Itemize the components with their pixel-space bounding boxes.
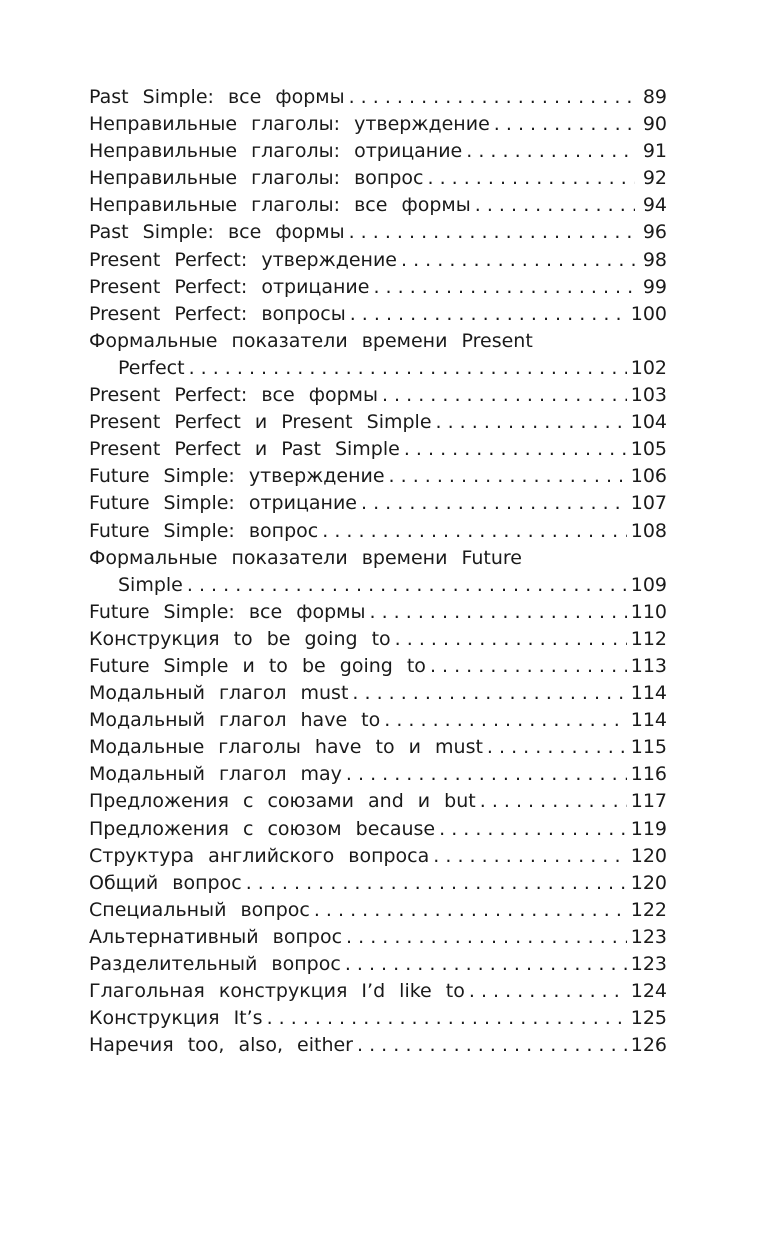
dot-leader [433,843,626,870]
toc-entry[interactable] [89,192,667,219]
toc-entry-title: Present Perfect: вопросы [89,302,346,325]
toc-entry-page: 102 [630,356,667,379]
toc-entry-page: 112 [630,627,667,650]
dot-leader [357,1032,627,1059]
toc-entry-continuation[interactable] [89,355,667,382]
dot-leader [439,816,627,843]
toc-entry-title: Present Perfect и Past Simple [89,438,400,461]
toc-entry-page: 105 [630,438,667,461]
toc-entry-page: 122 [630,898,667,921]
dot-leader [346,924,627,951]
dot-leader [349,219,635,246]
toc-entry-title: Past Simple: все формы [89,86,345,108]
toc-entry[interactable] [89,816,667,843]
toc-entry-page: 98 [642,248,667,271]
dot-leader [346,761,627,788]
toc-entry[interactable] [89,436,667,463]
toc-entry-title-continued: Perfect [118,356,185,379]
toc-entry-page: 117 [630,790,667,813]
dot-leader [373,274,635,301]
toc-entry[interactable] [89,165,667,192]
dot-leader [427,165,635,192]
dot-leader [349,84,635,111]
toc-entry[interactable] [89,951,667,978]
toc-entry-title: Предложения с союзами and и but [89,790,476,813]
toc-entry-page: 108 [630,519,667,542]
toc-entry-page: 94 [642,194,667,217]
toc-entry-title: Модальный глагол have to [89,709,381,732]
dot-leader [361,490,627,517]
toc-entry[interactable] [89,978,667,1005]
toc-entry[interactable] [89,843,667,870]
toc-entry[interactable] [89,653,667,680]
toc-entry[interactable] [89,680,667,707]
toc-entry-page: 91 [642,140,667,163]
toc-entry-title: Модальные глаголы have to и must [89,736,483,759]
dot-leader [469,978,627,1005]
toc-entry-title: Present Perfect: утверждение [89,248,397,271]
dot-leader [267,1005,627,1032]
toc-entry-page: 99 [642,275,667,298]
toc-entry[interactable] [89,897,667,924]
dot-leader [487,734,627,761]
toc-entry-title: Неправильные глаголы: вопрос [89,167,424,190]
toc-entry-title: Разделительный вопрос [89,953,341,975]
toc-entry-page: 89 [642,86,667,108]
toc-entry[interactable] [89,599,667,626]
dot-leader [382,382,627,409]
toc-entry-page: 90 [642,113,667,136]
toc-entry[interactable] [89,707,667,734]
toc-entry[interactable] [89,490,667,517]
toc-entry-title: Формальные показатели времени Present [89,329,533,352]
toc-entry-page: 107 [630,492,667,515]
toc-entry[interactable] [89,870,667,897]
toc-entry-first-line[interactable] [89,328,667,355]
toc-entry[interactable] [89,1032,667,1059]
toc-entry[interactable] [89,382,667,409]
toc-entry-title: Формальные показатели времени Future [89,546,523,569]
dot-leader [404,436,627,463]
toc-entry[interactable] [89,1005,667,1032]
toc-entry-page: 119 [630,817,667,840]
toc-entry[interactable] [89,111,667,138]
toc-entry[interactable] [89,138,667,165]
toc-entry-title: Предложения с союзом because [89,817,436,840]
dot-leader [246,870,627,897]
toc-entry-page: 120 [630,844,667,867]
toc-entry-page: 113 [630,654,667,677]
toc-entry-title: Present Perfect: все формы [89,384,378,407]
dot-leader [389,463,627,490]
dot-leader [475,192,635,219]
toc-entry-page: 120 [630,871,667,894]
toc-entry-title: Модальный глагол must [89,682,349,705]
toc-entry-title: Общий вопрос [89,871,242,894]
toc-entry-title: Present Perfect и Present Simple [89,411,432,434]
toc-entry-title: Структура английского вопроса [89,844,430,867]
toc-entry-title: Неправильные глаголы: отрицание [89,140,463,163]
toc-entry-page: 103 [630,384,667,407]
toc-entry-page: 104 [630,411,667,434]
toc-entry-title: Неправильные глаголы: все формы [89,194,471,217]
toc-entry-title: Future Simple: вопрос [89,519,319,542]
toc-entry[interactable] [89,409,667,436]
dot-leader [395,626,627,653]
toc-entry-page: 109 [630,573,667,596]
toc-entry[interactable] [89,518,667,545]
toc-entry-first-line[interactable] [89,545,667,572]
dot-leader [189,355,627,382]
toc-entry-page: 126 [630,1034,667,1057]
toc-entry-page: 115 [630,736,667,759]
toc-entry-page: 106 [630,465,667,488]
toc-entry-page: 125 [630,1007,667,1030]
dot-leader [370,599,627,626]
toc-entry[interactable] [89,463,667,490]
dot-leader [187,572,627,599]
toc-entry-title: Конструкция It’s [89,1007,263,1030]
toc-entry[interactable] [89,274,667,301]
toc-entry-page: 92 [642,167,667,190]
dot-leader [401,247,635,274]
toc-entry-page: 114 [630,709,667,732]
toc-entry-title: Future Simple: все формы [89,600,366,623]
toc-entry-title-continued: Simple [118,573,183,596]
toc-entry-title: Конструкция to be going to [89,627,391,650]
dot-leader [352,680,626,707]
toc-entry-page: 123 [630,925,667,948]
dot-leader [466,138,635,165]
toc-entry-title: Future Simple: утверждение [89,465,385,488]
dot-leader [384,707,626,734]
dot-leader [480,788,627,815]
table-of-contents [89,84,667,1059]
toc-entry-title: Глагольная конструкция I’d like to [89,980,465,1003]
toc-entry[interactable] [89,924,667,951]
toc-entry-page: 116 [630,763,667,786]
toc-entry-title: Неправильные глаголы: утверждение [89,113,490,136]
toc-entry-title: Past Simple: все формы [89,221,345,244]
dot-leader [350,301,627,328]
toc-entry[interactable] [89,761,667,788]
toc-entry-page: 124 [630,980,667,1003]
toc-entry-title: Альтернативный вопрос [89,925,343,948]
toc-entry-title: Future Simple: отрицание [89,492,358,515]
toc-entry-page: 110 [630,600,667,623]
dot-leader [494,111,635,138]
dot-leader [314,897,627,924]
toc-entry-title: Present Perfect: отрицание [89,275,370,298]
toc-entry[interactable] [89,626,667,653]
toc-entry[interactable] [89,247,667,274]
toc-entry[interactable] [89,219,667,246]
toc-entry-page: 114 [630,682,667,705]
toc-entry[interactable] [89,734,667,761]
toc-entry-page: 123 [630,953,667,975]
toc-entry-continuation[interactable] [89,572,667,599]
toc-entry-title: Наречия too, also, either [89,1034,353,1057]
toc-entry-title: Future Simple и to be going to [89,654,426,677]
dot-leader [436,409,627,436]
toc-entry-title: Специальный вопрос [89,898,310,921]
dot-leader [322,518,626,545]
toc-entry-page: 96 [642,221,667,244]
toc-entry[interactable] [89,84,667,111]
toc-entry[interactable] [89,788,667,815]
toc-entry-title: Модальный глагол may [89,763,342,786]
toc-entry-page: 100 [630,302,667,325]
dot-leader [345,951,627,978]
toc-entry[interactable] [89,301,667,328]
dot-leader [430,653,627,680]
